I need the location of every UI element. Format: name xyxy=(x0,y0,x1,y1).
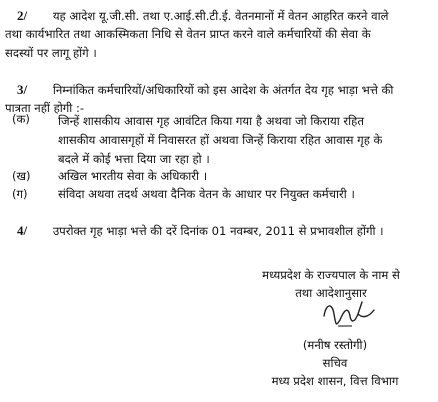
signatory-department: मध्य प्रदेश शासन, वित्त विभाग xyxy=(271,374,399,388)
signatory-details xyxy=(240,336,430,390)
list-item-label: (क) xyxy=(12,112,30,126)
authority-line-2: तथा आदेशानुसार xyxy=(295,286,367,300)
list-item-text: संविदा अथवा तदर्थ अथवा दैनिक वेतन के आधार पर नियुक्त कर्मचारी । xyxy=(58,187,355,201)
handwritten-signature xyxy=(318,296,378,330)
section-2-line-2: तथा कार्यभारित तथा आकस्मिकता निधि से वेतन प्राप्त करने वाले कर्मचारियों की सेवा के xyxy=(5,27,371,41)
list-item-label: (ग) xyxy=(12,187,28,201)
list-item xyxy=(0,114,438,172)
section-2-line-3: सदस्यों पर लागू होंगे । xyxy=(5,46,97,60)
authority-line-1: मध्यप्रदेश के राज्यपाल के नाम से xyxy=(262,268,400,282)
section-3-number: 3/ xyxy=(17,82,28,97)
list-item xyxy=(0,189,438,208)
section-3-line-2: पात्रता नहीं होगी :- xyxy=(5,101,85,115)
section-4 xyxy=(5,221,434,240)
list-item-label: (ख) xyxy=(12,169,31,183)
list-item-text: अखिल भारतीय सेवा के अधिकारी । xyxy=(58,169,208,183)
section-2-number: 2/ xyxy=(17,8,28,23)
section-3-line-1: 3/ निम्नांकित कर्मचारियों/अधिकारियों को इस आदेश के अंतर्गत देय गृह भाड़ा भत्ते की xyxy=(17,82,394,97)
list-item-text: जिन्हें शासकीय आवास गृह आवंटित किया गया है अथवा जो किराया रहित शासकीय आवासगृहों में निवासरत हों अथवा जिन्हें किराया रहित आवास गृह के बदले में कोई भत्ता दिया जा रहा हो । xyxy=(58,114,383,166)
section-4-number: 4/ xyxy=(17,223,28,238)
signatory-name: (मनीष रस्तोगी) xyxy=(302,338,368,352)
signatory-designation: सचिव xyxy=(322,356,348,370)
section-4-line-1: 4/ उपरोक्त गृह भाड़ा भत्ते की दरें दिनांक 01 नवम्बर, 2011 से प्रभावशील होंगी । xyxy=(17,223,384,238)
section-2 xyxy=(5,6,434,63)
section-2-line-1: 2/ यह आदेश यू.जी.सी. तथा ए.आई.सी.टी.ई. वेतनमानों में वेतन आहरित करने वाले xyxy=(17,8,389,23)
